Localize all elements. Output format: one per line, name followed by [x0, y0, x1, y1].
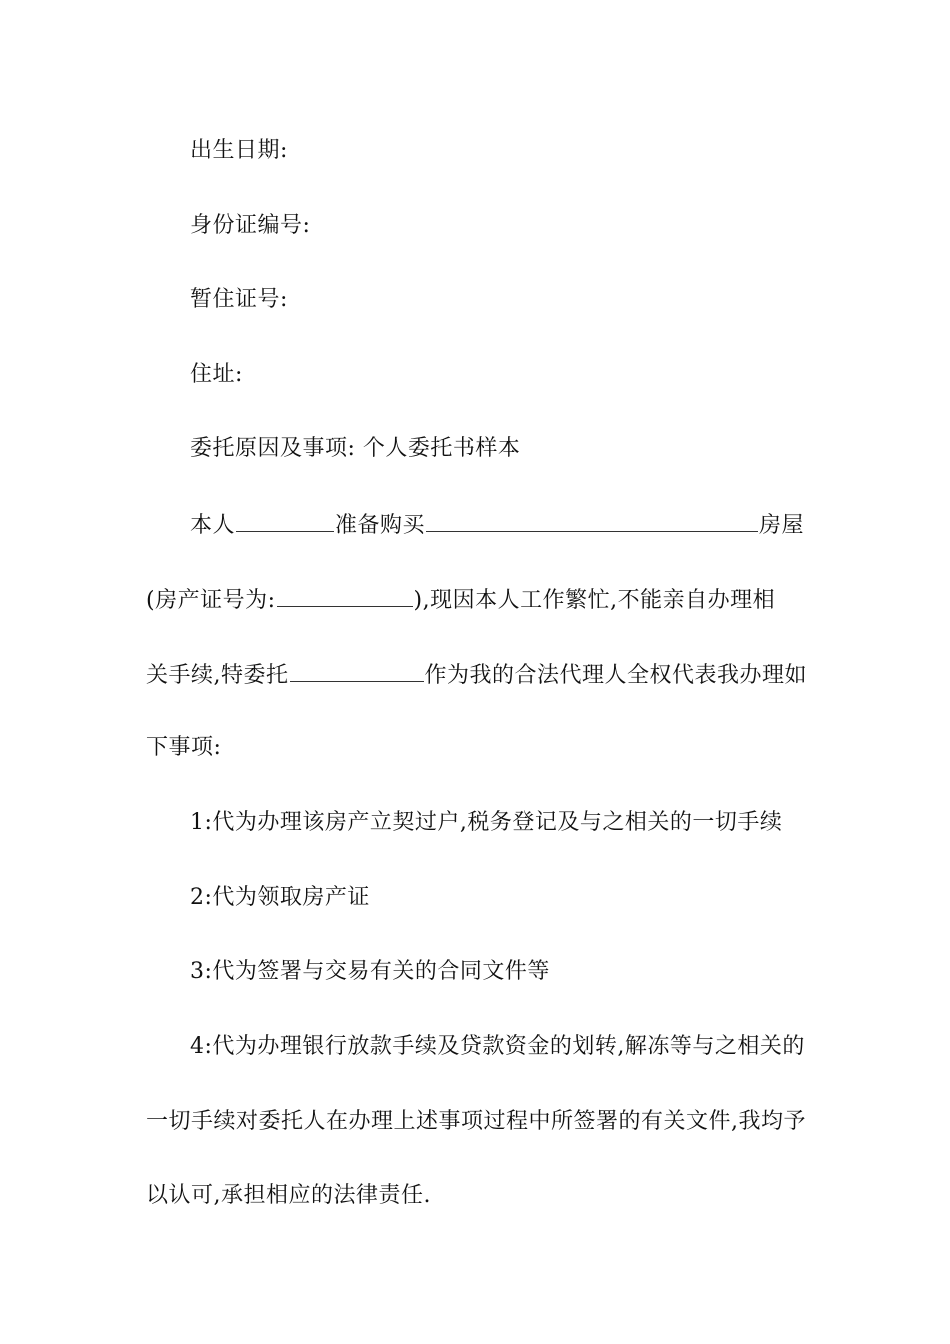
body-line-4: 下事项:	[146, 735, 222, 760]
list-item: 1:代为办理该房产立契过户,税务登记及与之相关的一切手续	[190, 810, 783, 835]
reason-field: 委托原因及事项: 个人委托书样本	[190, 436, 521, 461]
temp-residence-field: 暂住证号:	[190, 287, 288, 312]
principal-name-blank	[236, 509, 334, 532]
body-text: (房产证号为:	[146, 588, 276, 613]
property-blank	[426, 509, 758, 532]
body-text: 准备购买	[335, 513, 426, 538]
body-text: 作为我的合法代理人全权代表我办理如	[424, 663, 808, 688]
body-line-1	[146, 509, 854, 541]
agent-name-blank	[290, 659, 424, 682]
body-line-2	[146, 584, 810, 616]
birth-date-field: 出生日期:	[190, 138, 288, 163]
body-text: 本人	[190, 513, 236, 538]
body-line-3	[146, 659, 810, 691]
continuation-line-2: 以认可,承担相应的法律责任.	[146, 1183, 431, 1208]
id-number-field: 身份证编号:	[190, 213, 311, 238]
body-text: 房屋	[759, 513, 805, 538]
address-field: 住址:	[190, 362, 243, 387]
list-item: 2:代为领取房产证	[190, 885, 370, 910]
list-item: 3:代为签署与交易有关的合同文件等	[190, 959, 550, 984]
continuation-line-1: 一切手续对委托人在办理上述事项过程中所签署的有关文件,我均予	[146, 1109, 806, 1134]
body-text: 关手续,特委托	[146, 663, 289, 688]
body-text: ),现因本人工作繁忙,不能亲自办理相	[413, 588, 776, 613]
list-item: 4:代为办理银行放款手续及贷款资金的划转,解冻等与之相关的	[190, 1034, 805, 1059]
certificate-number-blank	[277, 584, 413, 607]
